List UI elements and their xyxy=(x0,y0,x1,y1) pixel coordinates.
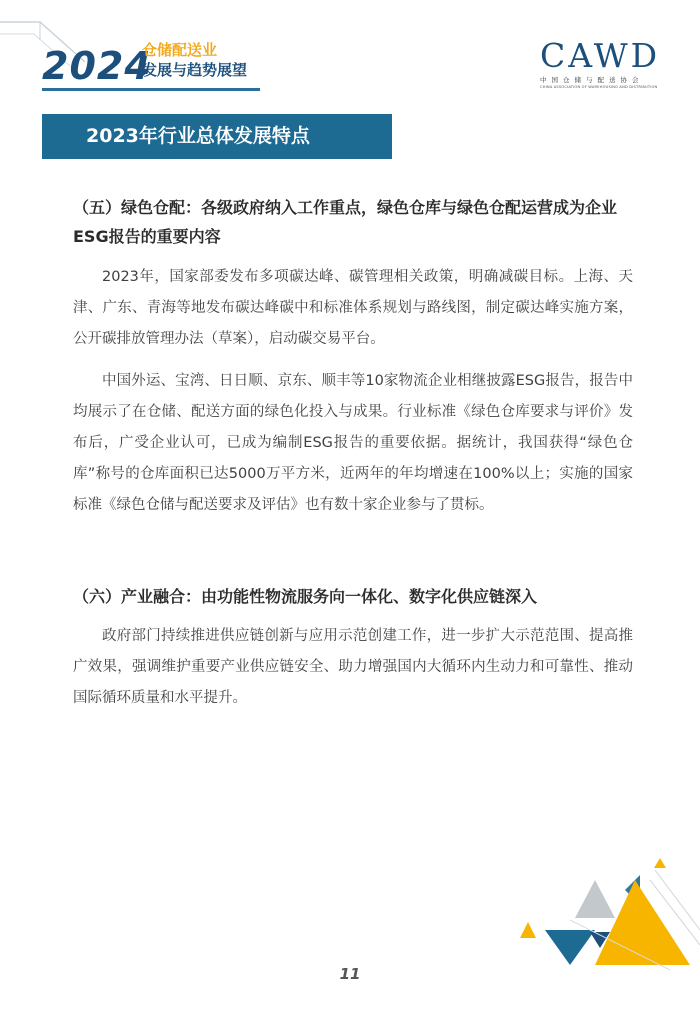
section-heading: （六）产业融合：由功能性物流服务向一体化、数字化供应链深入 xyxy=(73,587,538,606)
section-heading: （五）绿色仓配：各级政府纳入工作重点，绿色仓库与绿色仓配运营成为企业ESG报告的重要内容 xyxy=(73,198,618,246)
logo-cn-name: 中国仓储与配送协会 xyxy=(540,76,644,84)
cawd-logo xyxy=(540,38,665,89)
header-subtitle-line1: 仓储配送业 xyxy=(142,41,218,59)
section-green-paragraph-1 xyxy=(73,262,633,355)
paragraph: 政府部门持续推进供应链创新与应用示范创建工作，进一步扩大示范范围、提高推广效果，强调维护重要产业供应链安全、助力增强国内大循环内生动力和可靠性、推动国际循环质量和水平提升。 xyxy=(73,628,633,706)
logo-text: CAWD xyxy=(540,36,661,75)
header-rule xyxy=(42,88,260,91)
section-title-banner: 2023年行业总体发展特点 xyxy=(42,114,392,159)
header-subtitle-line2: 发展与趋势展望 xyxy=(142,61,248,79)
section-green-paragraph-2 xyxy=(73,366,633,521)
section-integration-paragraph-1 xyxy=(73,621,633,714)
logo-en-name: CHINA ASSOCIATION OF WAREHOUSING AND DISTRIBUTION xyxy=(540,85,658,89)
header-subtitle xyxy=(142,40,247,80)
paragraph: 2023年，国家部委发布多项碳达峰、碳管理相关政策，明确减碳目标。上海、天津、广东、青海等地发布碳达峰碳中和标准体系规划与路线图，制定碳达峰实施方案，公开碳排放管理办法（草案），启动碳交易平台。 xyxy=(73,269,633,347)
paragraph: 中国外运、宝湾、日日顺、京东、顺丰等10家物流企业相继披露ESG报告，报告中均展示了在仓储、配送方面的绿色化投入与成果。行业标准《绿色仓库要求与评价》发布后，广受企业认可，已成为编制ESG报告的重要依据。据统计，我国获得“绿色仓库”称号的仓库面积已达5000万平方米，近两年的年均增速在100%以上；实施的国家标准《绿色仓储与配送要求及评估》也有数十家企业参与了贯标。 xyxy=(73,373,633,513)
header-year: 2024 xyxy=(42,44,152,88)
section-green-warehousing xyxy=(73,193,633,251)
triangle-decoration xyxy=(500,850,700,980)
section-industry-integration xyxy=(73,582,633,611)
page-number: 11 xyxy=(339,965,361,983)
